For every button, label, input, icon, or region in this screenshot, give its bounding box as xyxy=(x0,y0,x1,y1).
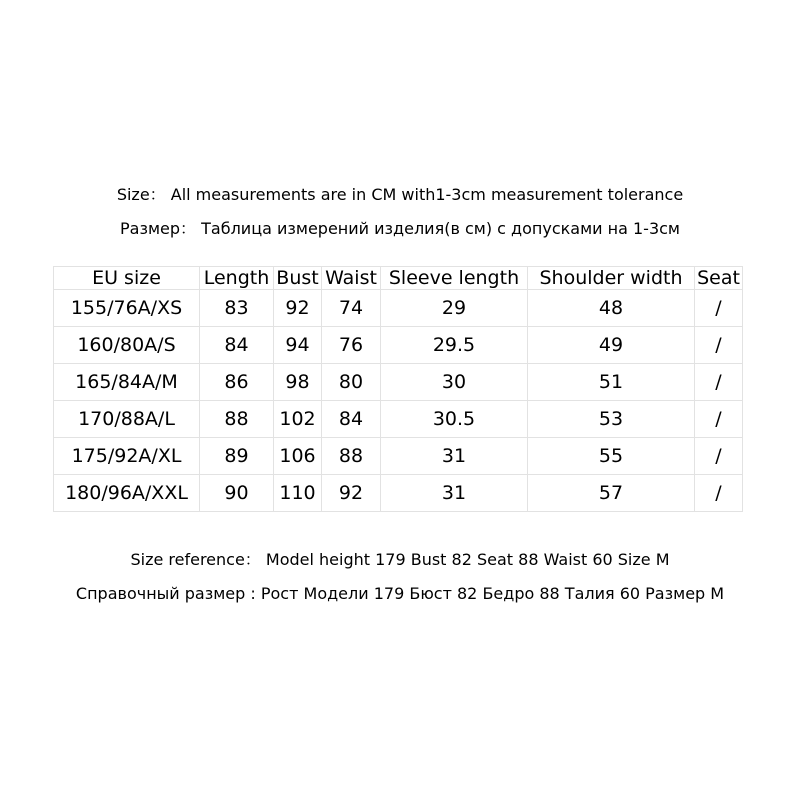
table-row xyxy=(54,364,743,401)
cell-seat: / xyxy=(695,401,743,438)
cell-eu-size: 180/96A/XXL xyxy=(54,475,200,512)
cell-waist: 76 xyxy=(322,327,381,364)
cell-waist: 74 xyxy=(322,290,381,327)
cell-shoulder-width: 48 xyxy=(528,290,695,327)
cell-sleeve-length: 29.5 xyxy=(381,327,528,364)
size-reference-english: Size reference： Model height 179 Bust 82 Seat 88 Waist 60 Size M xyxy=(130,550,670,569)
cell-length: 86 xyxy=(200,364,274,401)
cell-bust: 98 xyxy=(274,364,322,401)
table-row xyxy=(54,475,743,512)
column-header-waist: Waist xyxy=(322,267,381,290)
size-chart-table xyxy=(53,266,743,512)
cell-length: 83 xyxy=(200,290,274,327)
cell-bust: 102 xyxy=(274,401,322,438)
column-header-sleeve-length: Sleeve length xyxy=(381,267,528,290)
cell-length: 90 xyxy=(200,475,274,512)
cell-waist: 80 xyxy=(322,364,381,401)
cell-seat: / xyxy=(695,327,743,364)
table-row xyxy=(54,438,743,475)
cell-shoulder-width: 51 xyxy=(528,364,695,401)
table-row xyxy=(54,290,743,327)
cell-waist: 92 xyxy=(322,475,381,512)
cell-bust: 110 xyxy=(274,475,322,512)
cell-sleeve-length: 30.5 xyxy=(381,401,528,438)
column-header-bust: Bust xyxy=(274,267,322,290)
cell-shoulder-width: 49 xyxy=(528,327,695,364)
size-note-russian: Размер： Таблица измерений изделия(в см) с допусками на 1-3см xyxy=(120,219,680,238)
cell-seat: / xyxy=(695,475,743,512)
size-note-english: Size： All measurements are in CM with1-3cm measurement tolerance xyxy=(116,185,684,204)
cell-seat: / xyxy=(695,364,743,401)
cell-length: 84 xyxy=(200,327,274,364)
cell-bust: 92 xyxy=(274,290,322,327)
table-row xyxy=(54,327,743,364)
cell-length: 88 xyxy=(200,401,274,438)
cell-bust: 106 xyxy=(274,438,322,475)
cell-sleeve-length: 31 xyxy=(381,475,528,512)
cell-sleeve-length: 31 xyxy=(381,438,528,475)
cell-length: 89 xyxy=(200,438,274,475)
cell-eu-size: 160/80A/S xyxy=(54,327,200,364)
cell-waist: 88 xyxy=(322,438,381,475)
size-reference-russian: Справочный размер : Рост Модели 179 Бюст 82 Бедро 88 Талия 60 Размер M xyxy=(75,584,725,603)
column-header-length: Length xyxy=(200,267,274,290)
table-row xyxy=(54,401,743,438)
column-header-eu-size: EU size xyxy=(54,267,200,290)
cell-sleeve-length: 30 xyxy=(381,364,528,401)
cell-waist: 84 xyxy=(322,401,381,438)
column-header-seat: Seat xyxy=(695,267,743,290)
cell-eu-size: 170/88A/L xyxy=(54,401,200,438)
cell-shoulder-width: 53 xyxy=(528,401,695,438)
cell-eu-size: 165/84A/M xyxy=(54,364,200,401)
cell-eu-size: 175/92A/XL xyxy=(54,438,200,475)
cell-sleeve-length: 29 xyxy=(381,290,528,327)
cell-seat: / xyxy=(695,438,743,475)
cell-shoulder-width: 57 xyxy=(528,475,695,512)
table-header-row xyxy=(54,267,743,290)
cell-shoulder-width: 55 xyxy=(528,438,695,475)
cell-bust: 94 xyxy=(274,327,322,364)
cell-eu-size: 155/76A/XS xyxy=(54,290,200,327)
column-header-shoulder-width: Shoulder width xyxy=(528,267,695,290)
cell-seat: / xyxy=(695,290,743,327)
